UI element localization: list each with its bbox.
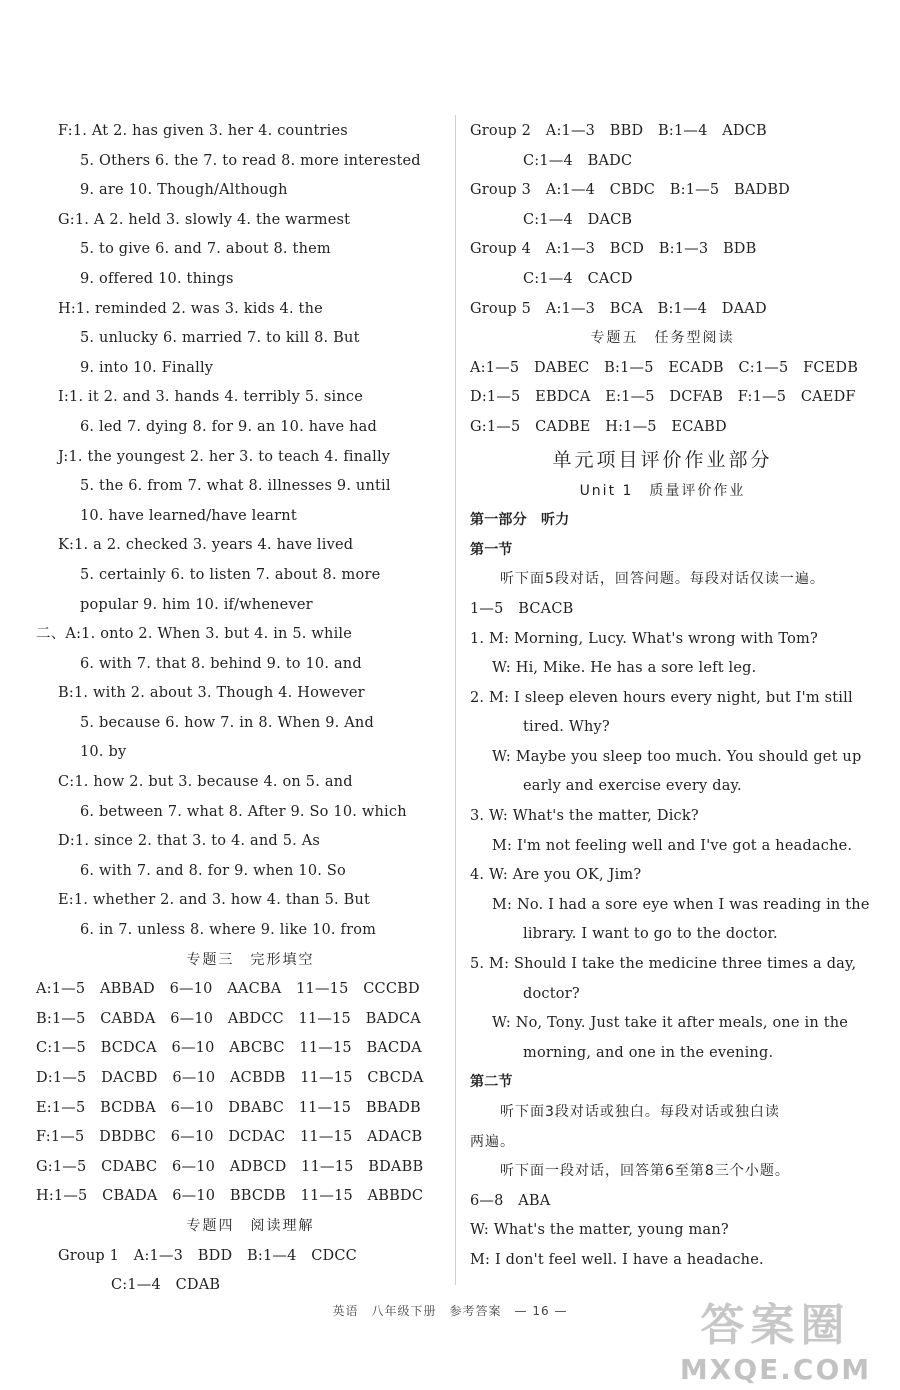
section-title: 专题五 任务型阅读	[590, 330, 735, 347]
answer-line: K:1. a 2. checked 3. years 4. have lived	[58, 537, 354, 554]
left-column	[36, 117, 443, 1301]
part-title: 第一部分 听力	[470, 512, 570, 529]
answer-line: 6. led 7. dying 8. for 9. an 10. have had	[80, 418, 377, 435]
group-line: C:1—4 CDAB	[111, 1277, 221, 1294]
answer-line: G:1—5 CADBE H:1—5 ECABD	[470, 418, 727, 435]
dialogue-line: W: Hi, Mike. He has a sore left leg.	[492, 660, 757, 677]
group-line: Group 5 A:1—3 BCA B:1—4 DAAD	[470, 300, 767, 317]
section-title: 专题四 阅读理解	[186, 1217, 315, 1234]
answer-line: 9. are 10. Though/Although	[80, 182, 288, 199]
dialogue-line: W: Maybe you sleep too much. You should get up	[492, 748, 862, 765]
answer-line: F:1—5 DBDBC 6—10 DCDAC 11—15 ADACB	[36, 1129, 423, 1146]
watermark	[663, 1289, 888, 1384]
dialogue-line: morning, and one in the evening.	[523, 1044, 774, 1061]
dialogue-line: early and exercise every day.	[523, 778, 742, 795]
answer-line: 6—8 ABA	[470, 1192, 551, 1209]
dialogue-line: tired. Why?	[523, 719, 610, 736]
answer-line: 5. the 6. from 7. what 8. illnesses 9. until	[80, 478, 391, 495]
section-title: 专题三 完形填空	[186, 951, 315, 968]
right-column	[470, 117, 870, 1276]
answer-line: 5. unlucky 6. married 7. to kill 8. But	[80, 330, 360, 347]
dialogue-line: library. I want to go to the doctor.	[523, 926, 778, 943]
answer-line: F:1. At 2. has given 3. her 4. countries	[58, 123, 348, 139]
answer-line: B:1. with 2. about 3. Though 4. However	[58, 685, 365, 702]
answer-line: 6. with 7. that 8. behind 9. to 10. and	[80, 655, 362, 672]
dialogue-line: doctor?	[523, 985, 580, 1002]
answer-line: E:1. whether 2. and 3. how 4. than 5. But	[58, 892, 371, 909]
answer-line: 1—5 BCACB	[470, 600, 574, 617]
page-footer: 英语 八年级下册 参考答案 — 16 —	[332, 1304, 568, 1318]
answer-line: 5. because 6. how 7. in 8. When 9. And	[80, 714, 374, 731]
answer-line: D:1—5 EBDCA E:1—5 DCFAB F:1—5 CAEDF	[470, 389, 856, 406]
group-line: C:1—4 DACB	[523, 211, 633, 228]
answer-line: popular 9. him 10. if/whenever	[80, 596, 313, 613]
watermark-url: MXQE.COM	[679, 1353, 872, 1386]
group-line: C:1—4 CACD	[523, 270, 633, 287]
group-line: Group 4 A:1—3 BCD B:1—3 BDB	[470, 241, 757, 258]
answer-line: A:1—5 ABBAD 6—10 AACBA 11—15 CCCBD	[36, 981, 420, 998]
instruction-text: 听下面一段对话，回答第6至第8三个小题。	[500, 1163, 790, 1180]
answer-line: C:1. how 2. but 3. because 4. on 5. and	[58, 774, 353, 791]
dialogue-line: M: I don't feel well. I have a headache.	[470, 1251, 764, 1268]
answer-line: 10. by	[80, 744, 127, 761]
answer-line: 9. offered 10. things	[80, 270, 234, 287]
answer-line: A:1—5 DABEC B:1—5 ECADB C:1—5 FCEDB	[470, 359, 859, 376]
group-line: Group 3 A:1—4 CBDC B:1—5 BADBD	[470, 182, 791, 199]
watermark-logo: 答案圈	[700, 1300, 851, 1351]
dialogue-line: 1. M: Morning, Lucy. What's wrong with Tom?	[470, 630, 818, 647]
answer-line: E:1—5 BCDBA 6—10 DBABC 11—15 BBADB	[36, 1099, 421, 1116]
answer-line: 二、A:1. onto 2. When 3. but 4. in 5. while	[36, 626, 353, 643]
column-divider	[455, 115, 456, 1285]
dialogue-line: 4. W: Are you OK, Jim?	[470, 867, 642, 884]
answer-line: D:1—5 DACBD 6—10 ACBDB 11—15 CBCDA	[36, 1070, 424, 1086]
dialogue-line: W: What's the matter, young man?	[470, 1222, 729, 1239]
dialogue-line: M: No. I had a sore eye when I was reading in the	[492, 896, 870, 913]
answer-line: C:1—5 BCDCA 6—10 ABCBC 11—15 BACDA	[36, 1040, 422, 1057]
answer-line: 5. to give 6. and 7. about 8. them	[80, 241, 331, 258]
answer-line: B:1—5 CABDA 6—10 ABDCC 11—15 BADCA	[36, 1010, 421, 1027]
group-line: Group 1 A:1—3 BDD B:1—4 CDCC	[58, 1247, 357, 1264]
instruction-text: 听下面5段对话，回答问题。每段对话仅读一遍。	[500, 571, 825, 588]
dialogue-line: W: No, Tony. Just take it after meals, one in the	[492, 1015, 849, 1032]
answer-line: 5. certainly 6. to listen 7. about 8. more	[80, 566, 381, 583]
answer-line: G:1. A 2. held 3. slowly 4. the warmest	[58, 211, 351, 228]
dialogue-line: 5. M: Should I take the medicine three times a day,	[470, 956, 857, 973]
instruction-text: 听下面3段对话或独白。每段对话或独白读	[500, 1104, 780, 1120]
group-line: Group 2 A:1—3 BBD B:1—4 ADCB	[470, 123, 767, 139]
answer-line: 5. Others 6. the 7. to read 8. more interested	[80, 152, 421, 169]
part-heading: 单元项目评价作业部分	[552, 448, 773, 471]
answer-line: H:1. reminded 2. was 3. kids 4. the	[58, 300, 323, 317]
answer-line: J:1. the youngest 2. her 3. to teach 4. finally	[58, 448, 391, 465]
subsection-title: 第二节	[470, 1074, 513, 1091]
answer-line: G:1—5 CDABC 6—10 ADBCD 11—15 BDABB	[36, 1158, 424, 1175]
dialogue-line: M: I'm not feeling well and I've got a headache.	[492, 837, 853, 854]
answer-line: 6. with 7. and 8. for 9. when 10. So	[80, 862, 346, 879]
answer-line: I:1. it 2. and 3. hands 4. terribly 5. since	[58, 389, 363, 406]
answer-line: 6. in 7. unless 8. where 9. like 10. from	[80, 922, 377, 939]
unit-title: Unit 1 质量评价作业	[579, 482, 746, 499]
group-line: C:1—4 BADC	[523, 152, 633, 169]
answer-line: D:1. since 2. that 3. to 4. and 5. As	[58, 833, 321, 850]
answer-line: 9. into 10. Finally	[80, 359, 214, 376]
dialogue-line: 2. M: I sleep eleven hours every night, but I'm still	[470, 689, 853, 706]
subsection-title: 第一节	[470, 541, 513, 558]
answer-line: 10. have learned/have learnt	[80, 507, 297, 524]
answer-line: H:1—5 CBADA 6—10 BBCDB 11—15 ABBDC	[36, 1188, 424, 1205]
instruction-text: 两遍。	[470, 1133, 515, 1150]
answer-line: 6. between 7. what 8. After 9. So 10. which	[80, 803, 407, 820]
dialogue-line: 3. W: What's the matter, Dick?	[470, 808, 699, 825]
